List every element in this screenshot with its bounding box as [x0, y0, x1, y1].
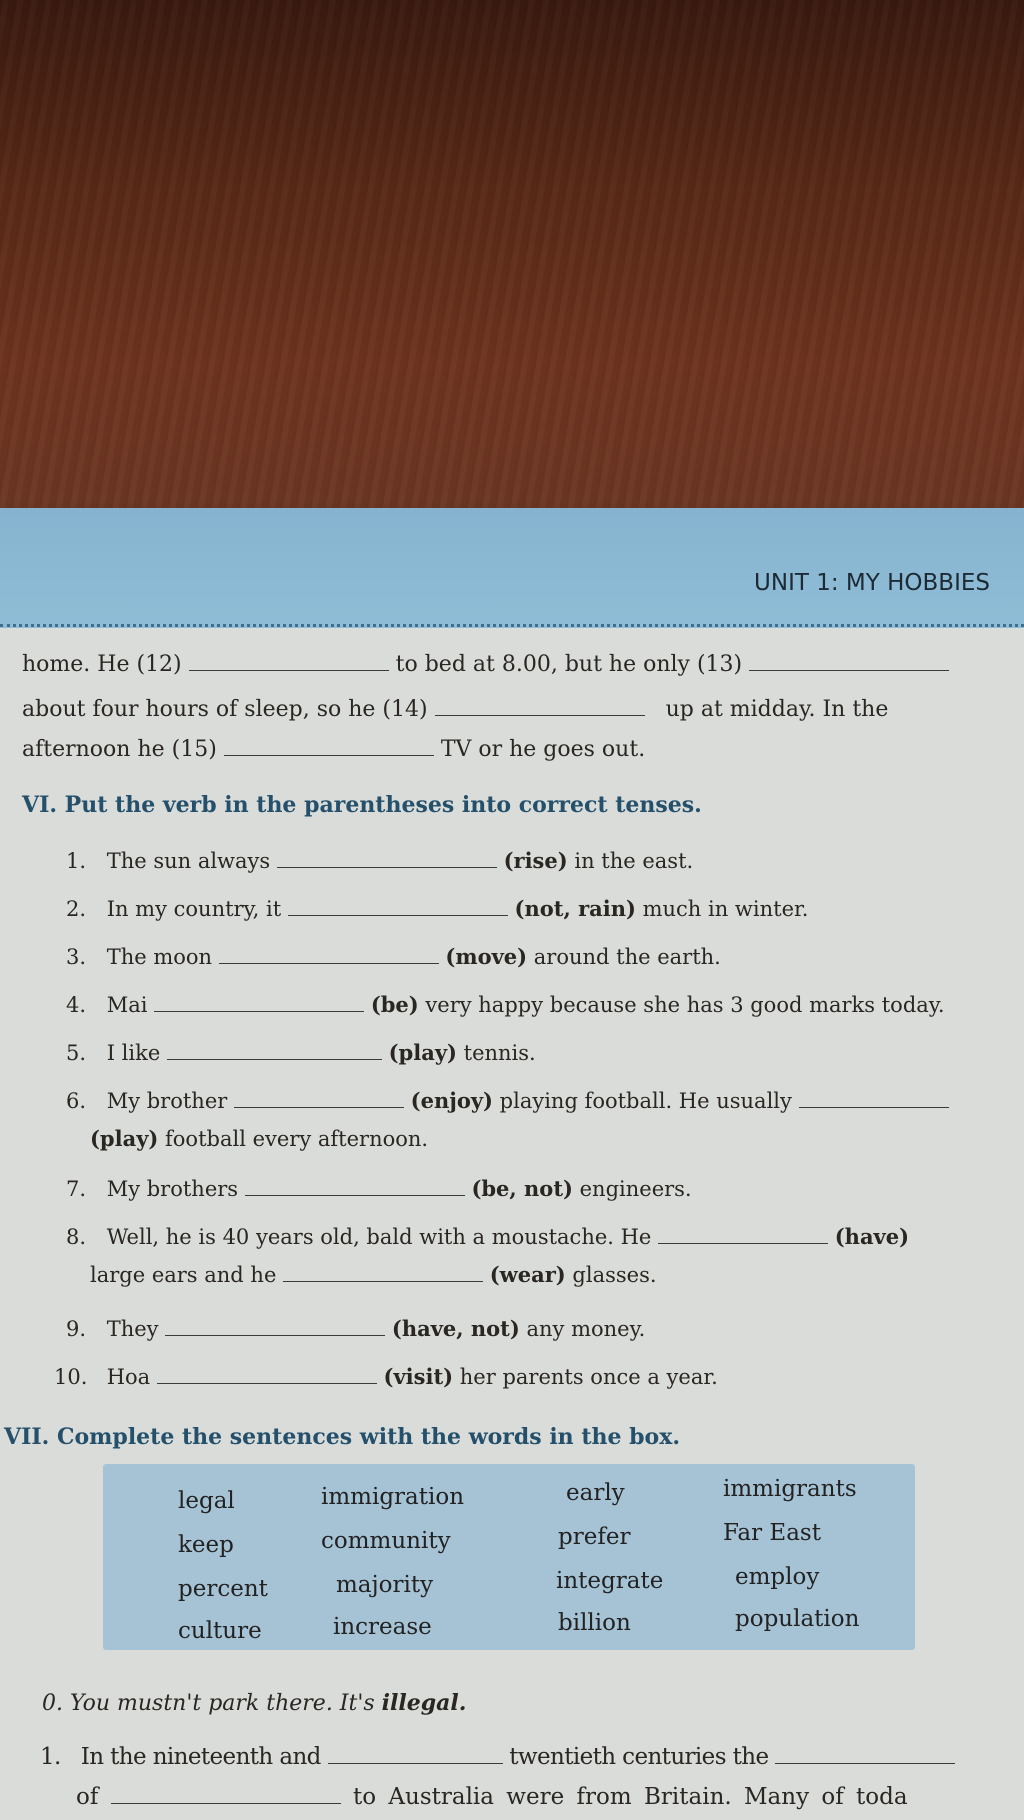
item-text: much in winter.: [635, 897, 809, 921]
item-text: Mai: [106, 993, 148, 1017]
exercise-item-9: [66, 1316, 645, 1341]
answer-blank-12[interactable]: [189, 652, 389, 671]
word-grid: [103, 1464, 915, 1650]
verb-hint: (move): [445, 944, 528, 969]
wooden-table-background: [0, 0, 1024, 560]
item-number: 8.: [66, 1225, 87, 1249]
answer-blank[interactable]: [328, 1745, 503, 1764]
item-text: Hoa: [106, 1365, 151, 1389]
passage-text: afternoon he (15): [22, 737, 217, 762]
exercise-item-10: [54, 1364, 718, 1389]
item-text: glasses.: [565, 1263, 657, 1287]
answer-blank[interactable]: [111, 1785, 341, 1804]
item-text: Well, he is 40 years old, bald with a moustache. He: [106, 1225, 652, 1249]
item-text: tennis.: [456, 1041, 536, 1065]
item-text: football every afternoon.: [158, 1127, 429, 1151]
item-text: large ears and he: [90, 1263, 277, 1287]
section-6-title: VI. Put the verb in the parentheses into correct tenses.: [22, 792, 702, 818]
word-box-word: increase: [333, 1614, 432, 1640]
word-box-word: prefer: [558, 1524, 631, 1550]
verb-hint: (play): [388, 1040, 457, 1065]
verb-hint: (play): [90, 1126, 159, 1151]
verb-hint: (enjoy): [410, 1088, 493, 1113]
item-text: of: [76, 1784, 99, 1810]
item-text: The moon: [106, 945, 213, 969]
item-number: 3.: [66, 945, 87, 969]
item-text: My brothers: [106, 1177, 239, 1201]
exercise-item-8: [66, 1224, 909, 1249]
word-box-word: population: [735, 1606, 860, 1632]
example-sentence: [42, 1690, 466, 1716]
item-text: playing football. He usually: [492, 1089, 792, 1113]
item-text: The sun always: [106, 849, 271, 873]
item-text: her parents once a year.: [453, 1365, 718, 1389]
passage-line-3: [22, 737, 645, 762]
word-box: [103, 1464, 915, 1650]
passage-line-1: [22, 652, 949, 677]
exercise-item-6-continued: [90, 1126, 428, 1151]
verb-hint: (have, not): [391, 1316, 520, 1341]
verb-hint: (not, rain): [514, 896, 636, 921]
answer-blank[interactable]: [799, 1089, 949, 1108]
page-header-band: [0, 508, 1024, 628]
item-text: My brother: [106, 1089, 228, 1113]
item-number: 1.: [40, 1744, 61, 1770]
word-box-word: percent: [178, 1576, 268, 1602]
exercise-item-5: [66, 1040, 536, 1065]
item-text: any money.: [519, 1317, 646, 1341]
verb-hint: (wear): [489, 1262, 566, 1287]
word-box-word: keep: [178, 1532, 234, 1558]
sentence-item-1-continued: [76, 1784, 908, 1810]
answer-blank[interactable]: [219, 945, 439, 964]
section-7-title: VII. Complete the sentences with the words in the box.: [4, 1424, 680, 1450]
answer-blank[interactable]: [277, 849, 497, 868]
passage-text: about four hours of sleep, so he (14): [22, 697, 428, 722]
item-text: engineers.: [572, 1177, 692, 1201]
exercise-item-6: [66, 1088, 949, 1113]
answer-blank[interactable]: [167, 1041, 382, 1060]
exercise-item-2: [66, 896, 808, 921]
word-box-word: integrate: [556, 1568, 664, 1594]
word-box-word: majority: [336, 1572, 434, 1598]
word-box-word: culture: [178, 1618, 262, 1644]
answer-blank-15[interactable]: [224, 737, 434, 756]
passage-text: to bed at 8.00, but he only (13): [395, 652, 743, 677]
answer-blank[interactable]: [165, 1317, 385, 1336]
word-box-word: community: [321, 1528, 451, 1554]
item-number: 6.: [66, 1089, 87, 1113]
exercise-item-3: [66, 944, 721, 969]
verb-hint: (have): [834, 1224, 910, 1249]
verb-hint: (rise): [503, 848, 568, 873]
answer-blank[interactable]: [288, 897, 508, 916]
item-text: very happy because she has 3 good marks today.: [418, 993, 945, 1017]
answer-blank[interactable]: [234, 1089, 404, 1108]
item-text: around the earth.: [527, 945, 721, 969]
word-box-word: legal: [178, 1488, 235, 1514]
answer-blank[interactable]: [283, 1263, 483, 1282]
passage-text: home. He (12): [22, 652, 182, 677]
item-text: in the east.: [567, 849, 694, 873]
passage-text: up at midday. In the: [665, 697, 889, 722]
item-number: 4.: [66, 993, 87, 1017]
unit-title: UNIT 1: MY HOBBIES: [754, 570, 990, 596]
word-box-word: immigration: [321, 1484, 465, 1510]
item-number: 10.: [54, 1365, 88, 1389]
exercise-item-4: [66, 992, 945, 1017]
word-box-word: immigrants: [723, 1476, 857, 1502]
answer-blank[interactable]: [658, 1225, 828, 1244]
verb-hint: (visit): [383, 1364, 454, 1389]
item-number: 9.: [66, 1317, 87, 1341]
exercise-item-1: [66, 848, 693, 873]
item-text: They: [106, 1317, 159, 1341]
passage-text: TV or he goes out.: [440, 737, 646, 762]
exercise-item-7: [66, 1176, 692, 1201]
word-box-word: employ: [735, 1564, 820, 1590]
answer-blank-14[interactable]: [435, 697, 645, 716]
item-text: I like: [106, 1041, 161, 1065]
answer-blank[interactable]: [154, 993, 364, 1012]
item-number: 7.: [66, 1177, 87, 1201]
word-box-word: billion: [558, 1610, 631, 1636]
sentence-item-1: [40, 1744, 955, 1770]
answer-blank[interactable]: [775, 1745, 955, 1764]
item-number: 2.: [66, 897, 87, 921]
item-text: In my country, it: [106, 897, 282, 921]
item-number: 5.: [66, 1041, 87, 1065]
example-answer: illegal.: [381, 1690, 467, 1716]
answer-blank[interactable]: [157, 1365, 377, 1384]
word-box-word: early: [566, 1480, 625, 1506]
item-text: In the nineteenth and: [80, 1744, 321, 1770]
answer-blank-13[interactable]: [749, 652, 949, 671]
item-text: twentieth centuries the: [509, 1744, 769, 1770]
passage-line-2: [22, 697, 888, 722]
item-text: to Australia were from Britain. Many of toda: [353, 1784, 908, 1810]
item-number: 1.: [66, 849, 87, 873]
exercise-item-8-continued: [90, 1262, 657, 1287]
verb-hint: (be, not): [471, 1176, 573, 1201]
answer-blank[interactable]: [245, 1177, 465, 1196]
verb-hint: (be): [370, 992, 419, 1017]
word-box-word: Far East: [723, 1520, 821, 1546]
example-text: 0. You mustn't park there. It's: [42, 1691, 382, 1716]
